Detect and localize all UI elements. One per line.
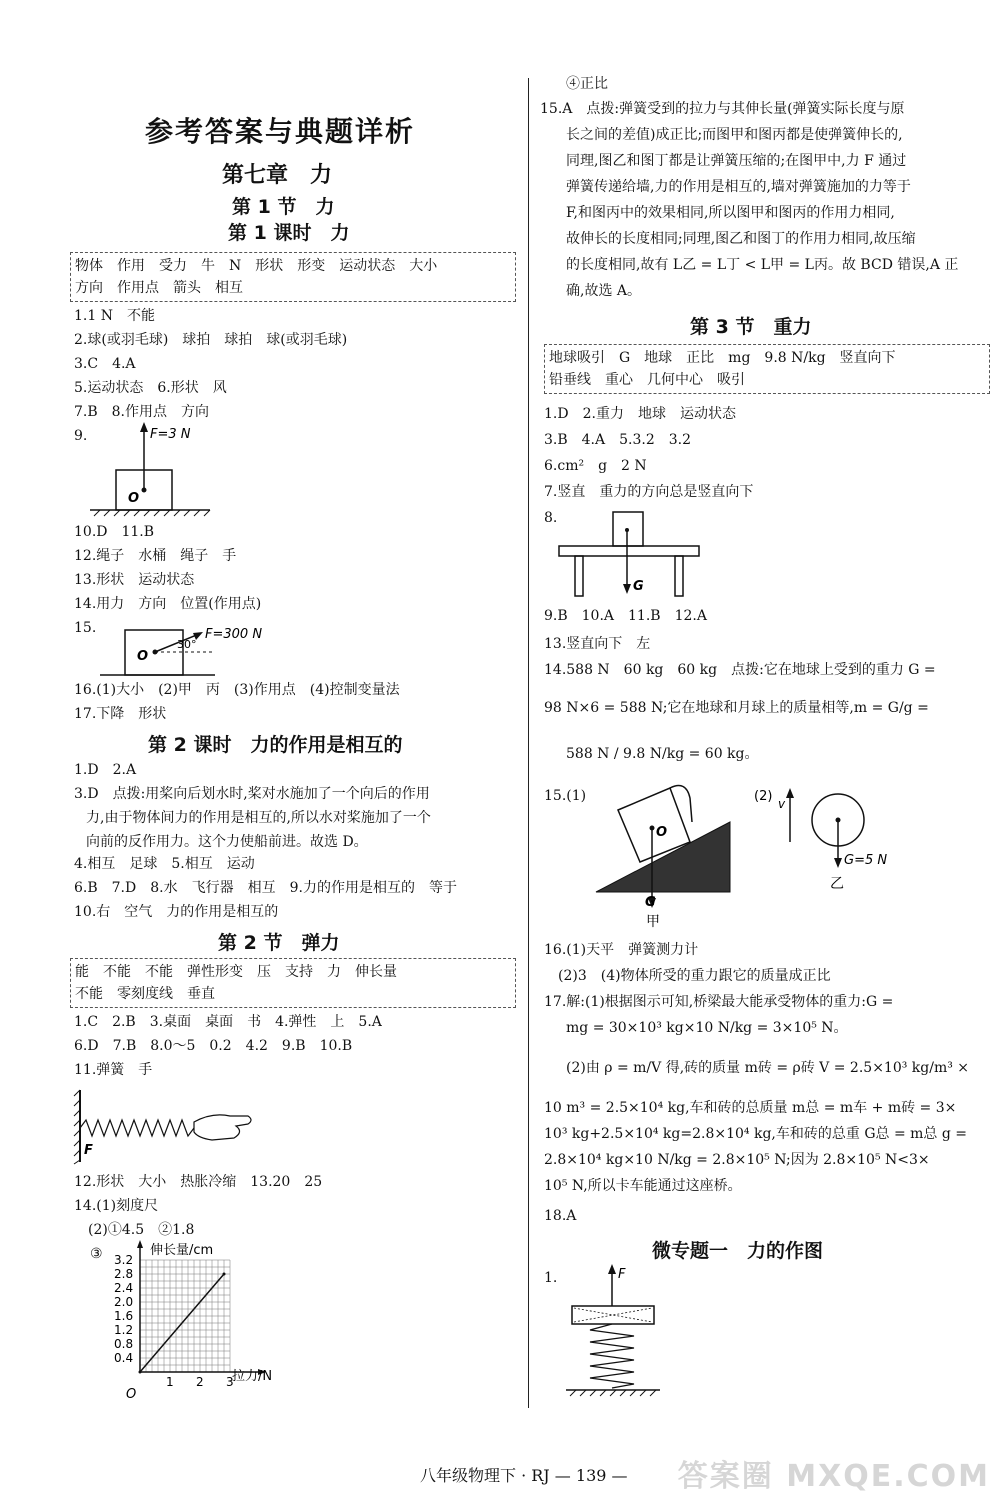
force-label: F=3 N	[150, 427, 191, 442]
answer-line: 588 N / 9.8 N/kg = 60 kg。	[566, 746, 759, 762]
answer-line: 10³ kg+2.5×10⁴ kg=2.8×10⁴ kg,车和砖的总重 G总 = m总 g =	[544, 1126, 968, 1142]
answer-line: 6.B 7.D 8.水 飞行器 相互 9.力的作用是相互的 等于	[74, 880, 457, 896]
answer-line: 98 N×6 = 588 N;它在地球和月球上的质量相等,m = G/g =	[544, 700, 929, 716]
figure-9-force-diagram	[80, 420, 220, 520]
answer-line: 15.	[74, 620, 97, 636]
gravity-label: G	[645, 895, 656, 910]
micro-topic-heading: 微专题一 力的作图	[652, 1240, 824, 1262]
y-tick-label: 1.2	[114, 1323, 134, 1337]
keyword-line: 方向 作用点 箭头 相互	[75, 280, 243, 296]
answer-line: 6.cm² g 2 N	[544, 458, 647, 474]
section-1-heading: 第 1 节 力	[232, 196, 335, 218]
keyword-box-1	[70, 252, 516, 302]
elongation-chart	[80, 1240, 310, 1410]
answer-line: 2.球(或羽毛球) 球拍 球拍 球(或羽毛球)	[74, 332, 348, 348]
origin-label: O	[128, 491, 140, 506]
answer-line: 14.588 N 60 kg 60 kg 点拨:它在地球上受到的重力 G =	[544, 662, 936, 678]
keyword-line: 物体 作用 受力 牛 N 形状 形变 运动状态 大小	[75, 258, 438, 274]
page-title: 参考答案与典题详析	[145, 115, 416, 148]
y-tick-label: 2.4	[114, 1281, 134, 1295]
keyword-line: 不能 零刻度线 垂直	[75, 986, 215, 1002]
ball-gravity-label: G=5 N	[844, 853, 888, 868]
keyword-box-3	[544, 344, 990, 394]
answer-line: 2.8×10⁴ kg×10 N/kg = 2.8×10⁵ N;因为 2.8×10⁵ N<3×	[544, 1152, 930, 1168]
column-divider	[528, 78, 529, 1408]
answer-line: (2)由 ρ = m/V 得,砖的质量 m砖 = ρ砖 V = 2.5×10³ kg/m³ ×	[566, 1060, 970, 1076]
y-tick-label: 2.8	[114, 1267, 134, 1281]
answer-line: 9.	[74, 428, 88, 444]
answer-line: 1.1 N 不能	[74, 308, 155, 324]
answer-line: 3.B 4.A 5.3.2 3.2	[544, 432, 691, 448]
part-2-label: (2)	[754, 789, 773, 804]
keyword-line: 铅垂线 重心 几何中心 吸引	[549, 372, 745, 388]
x-axis-label: 拉力/N	[232, 1369, 273, 1384]
y-tick-label: 1.6	[114, 1309, 134, 1323]
answer-line: 向前的反作用力。这个力使船前进。故选 D。	[86, 834, 368, 850]
y-tick-label: 3.2	[114, 1253, 134, 1267]
y-tick-label: 0.8	[114, 1337, 134, 1351]
center-label: O	[656, 825, 668, 840]
table-leg-right	[675, 556, 683, 596]
answer-line: 16.(1)大小 (2)甲 丙 (3)作用点 (4)控制变量法	[74, 682, 400, 698]
data-point	[223, 1273, 226, 1276]
y-axis-label: 伸长量/cm	[150, 1243, 214, 1258]
page-footer: 八年级物理下 · RJ — 139 —	[420, 1466, 628, 1485]
origin-label: O	[137, 649, 149, 664]
y-tick-label: 2.0	[114, 1295, 134, 1309]
figure-yi-label: 乙	[830, 876, 844, 892]
section-2-heading: 第 2 节 弹力	[218, 932, 340, 954]
answer-line: 5.运动状态 6.形状 风	[74, 380, 227, 396]
keyword-box-2	[70, 958, 516, 1008]
answer-line: 力,由于物体间力的作用是相互的,所以水对桨施加了一个	[86, 810, 431, 826]
answer-line: ④正比	[566, 76, 608, 92]
answer-line: 的长度相同,故有 L乙 = L丁 < L甲 = L丙。故 BCD 错误,A 正	[566, 257, 959, 273]
answer-line: 7.B 8.作用点 方向	[74, 404, 210, 420]
answer-line: 长之间的差值)成正比;而图甲和图丙都是使弹簧伸长的,	[566, 127, 903, 143]
force-label: F=300 N	[205, 627, 263, 642]
answer-line: 17.下降 形状	[74, 706, 167, 722]
answer-line: mg = 30×10³ kg×10 N/kg = 3×10⁵ N。	[566, 1020, 848, 1036]
answer-line: 10⁵ N,所以卡车能通过这座桥。	[544, 1178, 742, 1194]
data-point	[139, 1371, 142, 1374]
y-axis-arrow	[137, 1240, 143, 1248]
watermark: 答案圈 MXQE.COM	[677, 1459, 990, 1494]
answer-line: 6.D 7.B 8.0～5 0.2 4.2 9.B 10.B	[74, 1038, 353, 1054]
answer-line: 10 m³ = 2.5×10⁴ kg,车和砖的总质量 m总 = m车 + m砖 = 3×	[544, 1100, 957, 1116]
spring	[590, 1324, 634, 1388]
gravity-label: G	[633, 579, 644, 594]
answer-line: 13.形状 运动状态	[74, 572, 195, 588]
answer-line: 弹簧传递给墙,力的作用是相互的,墙对弹簧施加的力等于	[566, 179, 911, 195]
origin-label: O	[126, 1387, 137, 1402]
figure-jia-label: 甲	[646, 914, 660, 930]
figure-11-spring-diagram	[72, 1086, 262, 1166]
answer-line: 3.D 点拨:用桨向后划水时,桨对水施加了一个向后的作用	[74, 786, 430, 802]
chart-marker: ③	[90, 1246, 103, 1262]
y-tick-label: 0.4	[114, 1351, 134, 1365]
chart-tick-labels	[114, 1253, 234, 1389]
answer-line: 故伸长的长度相同;同理,图乙和图丁的作用力相同,故压缩	[566, 231, 916, 247]
x-tick-label: 1	[166, 1375, 174, 1389]
answer-line: F,和图丙中的效果相同,所以图甲和图丙的作用力相同,	[566, 205, 895, 221]
answer-line: 7.竖直 重力的方向总是竖直向下	[544, 484, 754, 500]
answer-line: 1.D 2.A	[74, 762, 137, 778]
answer-line: (2)3 (4)物体所受的重力跟它的质量成正比	[544, 968, 831, 984]
section-3-heading: 第 3 节 重力	[690, 316, 812, 338]
answer-line: 14.(1)刻度尺	[74, 1198, 159, 1214]
figure-15-force-diagram	[95, 620, 285, 682]
answer-line: 18.A	[544, 1208, 577, 1224]
force-label: F	[84, 1143, 93, 1158]
ground-hatch	[94, 510, 210, 516]
velocity-label: v	[778, 797, 786, 811]
answer-line: 12.形状 大小 热胀冷缩 13.20 25	[74, 1174, 323, 1190]
answer-line: 4.相互 足球 5.相互 运动	[74, 856, 255, 872]
answer-line: (2)①4.5 ②1.8	[74, 1222, 195, 1238]
answer-line: 确,故选 A。	[566, 283, 642, 299]
lesson-1-heading: 第 1 课时 力	[228, 222, 350, 244]
micro-topic-spring-diagram	[560, 1262, 670, 1402]
answer-line: 1.	[544, 1270, 558, 1286]
answer-line: 14.用力 方向 位置(作用点)	[74, 596, 262, 612]
answer-line: 12.绳子 水桶 绳子 手	[74, 548, 237, 564]
answer-line: 1.C 2.B 3.桌面 桌面 书 4.弹性 上 5.A	[74, 1014, 382, 1030]
block	[572, 1306, 654, 1324]
x-tick-label: 3	[226, 1375, 234, 1389]
force-label: F	[618, 1267, 626, 1282]
figure-8-table-diagram	[555, 508, 705, 600]
answer-line: 17.解:(1)根据图示可知,桥梁最大能承受物体的重力:G =	[544, 994, 894, 1010]
answer-line: 15.(1)	[544, 788, 587, 804]
table-leg-left	[575, 556, 583, 596]
answer-line: 15.A 点拨:弹簧受到的拉力与其伸长量(弹簧实际长度与原	[540, 101, 905, 117]
answer-line: 13.竖直向下 左	[544, 636, 651, 652]
table-top	[559, 546, 699, 556]
answer-line: 1.D 2.重力 地球 运动状态	[544, 406, 736, 422]
spring	[80, 1120, 194, 1136]
answer-line: 10.右 空气 力的作用是相互的	[74, 904, 279, 920]
hand	[194, 1115, 251, 1140]
answer-line: 10.D 11.B	[74, 524, 155, 540]
answer-line: 8.	[544, 510, 558, 526]
answer-line: 9.B 10.A 11.B 12.A	[544, 608, 707, 624]
chapter-heading: 第七章 力	[222, 163, 333, 188]
x-tick-label: 2	[196, 1375, 204, 1389]
keyword-line: 地球吸引 G 地球 正比 mg 9.8 N/kg 竖直向下	[549, 350, 896, 366]
angle-label: 30°	[177, 638, 197, 651]
lesson-2-heading: 第 2 课时 力的作用是相互的	[148, 734, 403, 756]
answer-line: 3.C 4.A	[74, 356, 136, 372]
answer-line: 11.弹簧 手	[74, 1062, 153, 1078]
keyword-line: 能 不能 不能 弹性形变 压 支持 力 伸长量	[75, 964, 397, 980]
answer-line: 16.(1)天平 弹簧测力计	[544, 942, 699, 958]
figure-15-gravity-diagrams	[590, 782, 920, 930]
answer-line: 同理,图乙和图丁都是让弹簧压缩的;在图甲中,力 F 通过	[566, 153, 907, 169]
